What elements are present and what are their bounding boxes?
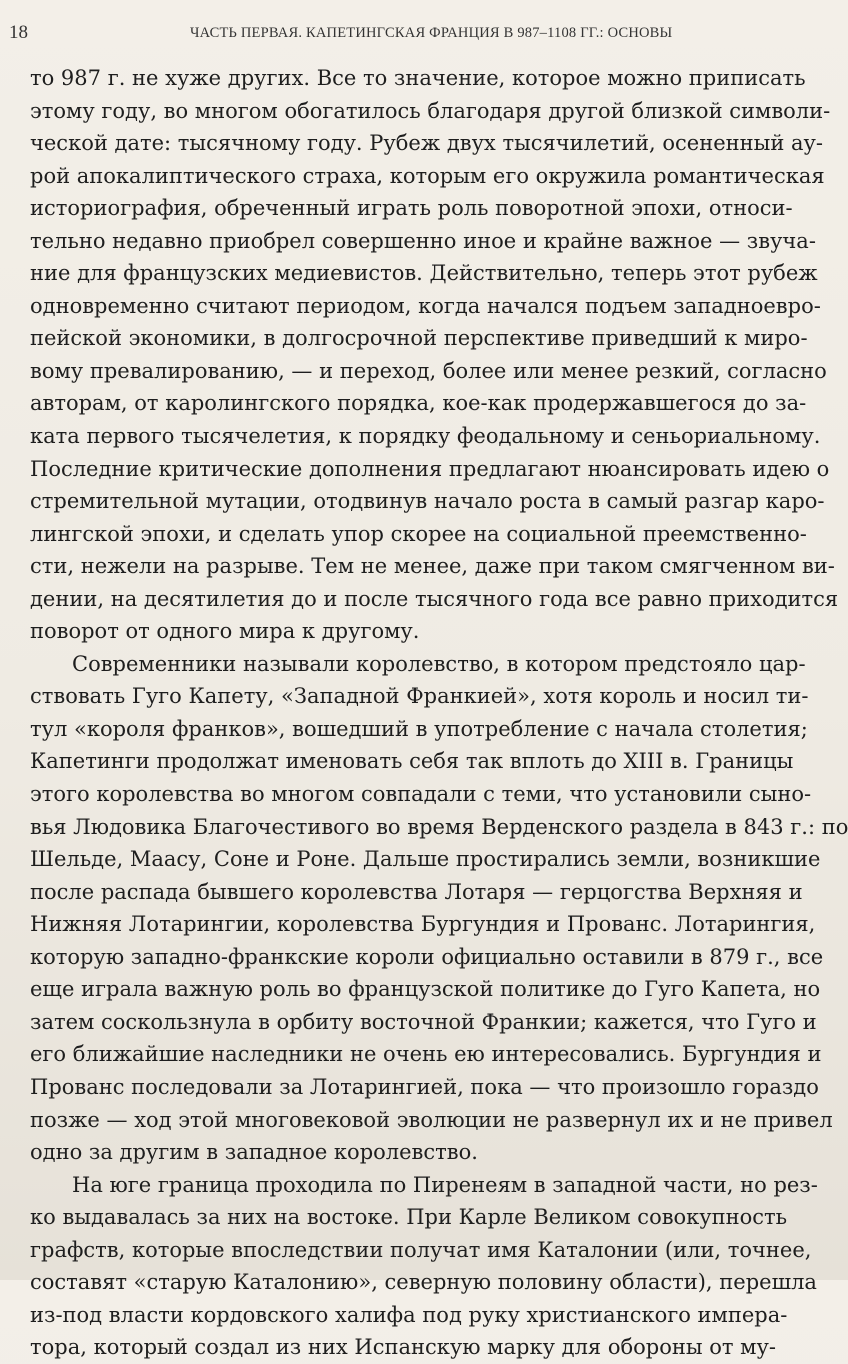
text-line: ко выдавалась за них на востоке. При Карле Великом совокупность (30, 1205, 788, 1230)
text-line: авторам, от каролингского порядка, кое-как продержавшегося до за- (30, 391, 807, 416)
text-line: историография, обреченный играть роль поворотной эпохи, относи- (30, 196, 793, 221)
page-header (0, 22, 761, 46)
running-head: ЧАСТЬ ПЕРВАЯ. КАПЕТИНГСКАЯ ФРАНЦИЯ В 987–1108 ГГ.: ОСНОВЫ (190, 25, 673, 41)
text-line: тельно недавно приобрел совершенно иное и крайне важное — звуча- (30, 228, 816, 253)
text-line: из-под власти кордовского халифа под руку христианского импера- (30, 1302, 788, 1327)
text-line: пейской экономики, в долгосрочной перспективе приведший к миро- (30, 326, 808, 351)
text-line: Капетинги продолжат именовать себя так вплоть до XIII в. Границы (30, 749, 794, 774)
text-line: рой апокалиптического страха, которым его окружила романтическая (30, 163, 825, 188)
text-line: ката первого тысячелетия, к порядку феодальному и сеньориальному. (30, 424, 821, 449)
text-line: после распада бывшего королевства Лотаря — герцогства Верхняя и (30, 879, 803, 904)
text-line: то 987 г. не хуже других. Все то значение, которое можно приписать (30, 66, 806, 90)
text-line: тул «короля франков», вошедший в употребление с начала столетия; (30, 716, 808, 741)
text-line: его ближайшие наследники не очень ею интересовались. Бургундия и (30, 1042, 822, 1067)
text-line: поворот от одного мира к другому. (30, 619, 420, 644)
text-line: составят «старую Каталонию», северную половину области), перешла (30, 1270, 817, 1295)
text-line: стремительной мутации, отодвинув начало роста в самый разгар каро- (30, 489, 825, 514)
text-line: Современники называли королевство, в котором предстояло цар- (72, 651, 806, 676)
text-line: сти, нежели на разрыве. Тем не менее, даже при таком смягченном ви- (30, 554, 835, 579)
text-line: этого королевства во многом совпадали с теми, что установили сыно- (30, 782, 812, 807)
text-line: еще играла важную роль во французской политике до Гуго Капета, но (30, 977, 821, 1002)
text-line: ствовать Гуго Капету, «Западной Франкией», хотя король и носил ти- (30, 684, 809, 709)
text-line: На юге граница проходила по Пиренеям в западной части, но рез- (72, 1172, 818, 1197)
text-line: которую западно-франкские короли официально оставили в 879 г., все (30, 944, 824, 969)
text-line: вья Людовика Благочестивого во время Верденского раздела в 843 г.: по (30, 814, 848, 839)
page-number: 18 (9, 22, 28, 43)
text-line: Последние критические дополнения предлагают нюансировать идею о (30, 456, 830, 481)
text-line: тора, который создал из них Испанскую марку для обороны от му- (30, 1335, 776, 1360)
text-line: вому превалированию, — и переход, более или менее резкий, согласно (30, 358, 827, 383)
body-text (30, 62, 848, 1364)
text-line: затем соскользнула в орбиту восточной Франкии; кажется, что Гуго и (30, 1009, 817, 1034)
text-line: одно за другим в западное королевство. (30, 1140, 478, 1165)
text-line: позже — ход этой многовековой эволюции не развернул их и не привел (30, 1107, 833, 1132)
text-line: Шельде, Маасу, Соне и Роне. Дальше простирались земли, возникшие (30, 847, 821, 872)
text-line: Нижняя Лотарингии, королевства Бургундия и Прованс. Лотарингия, (30, 912, 816, 937)
text-line: лингской эпохи, и сделать упор скорее на социальной преемственно- (30, 521, 807, 546)
text-line: одновременно считают периодом, когда начался подъем западноевро- (30, 293, 821, 318)
text-line: Прованс последовали за Лотарингией, пока — что произошло гораздо (30, 1074, 819, 1099)
text-line: ние для французских медиевистов. Действительно, теперь этот рубеж (30, 261, 818, 286)
paragraph (30, 62, 839, 648)
paragraph (30, 1169, 818, 1364)
text-line: этому году, во многом обогатилось благодаря другой близкой символи- (30, 98, 831, 123)
text-line: ческой дате: тысячному году. Рубеж двух тысячилетий, осененный ау- (30, 131, 824, 156)
paragraph (30, 648, 848, 1169)
text-line: графств, которые впоследствии получат имя Каталонии (или, точнее, (30, 1237, 812, 1262)
text-line: дении, на десятилетия до и после тысячного года все равно приходится (30, 586, 839, 611)
